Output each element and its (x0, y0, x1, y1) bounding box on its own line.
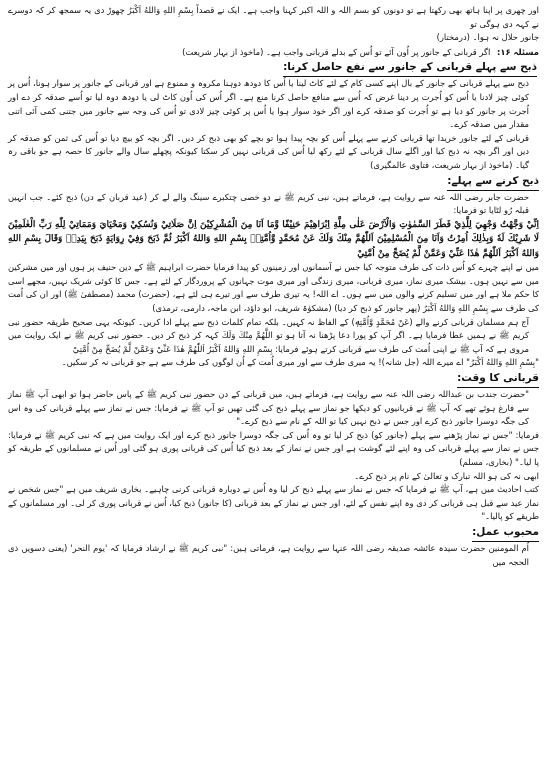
before-slaughter-paragraph-2: میں نے اپنے چہرے کو اُس ذات کی طرف متوجہ کیا جس نے آسمانوں اور زمینوں کو پیدا فرمایا حضرت ابراہیم ﷺ کے دین حنیف پر ہوں اور میں مشرکین میں سے نہیں ہوں۔ بیشک میری نماز، میری قربانی، میری زندگی اور میری موت جہانوں کے پروردگار کے لئے ہے۔ جس کا کوئی شریک نہیں، مجھے اسی کا حکم ملا ہے اور میں تسلیم کرنے والوں میں سے ہوں۔ اے اللہ! یہ تیری طرف سے اور تیرے ہی لئے ہے، (حضرت) محمد (مصطفیٰ ﷺ) اور ان کی اُمت کی طرف سے بِسْمِ اللهِ وَاللهُ اَكْبَرُ (پھر جانور کو ذبح کر دیا) (مشکوٰۃ شریف، ابو داؤد، ابن ماجہ، دارمی، ترمذی) (8, 262, 539, 313)
heading-desirable-text: محبوب عمل: (472, 524, 539, 542)
time-paragraph-4: کتب احادیث میں ہے، آپ ﷺ نے فرمایا کہ جس نے نماز سے پہلے ذبح کر لیا وہ اُس نے دوبارہ قربانی کرنی چاہیے۔ بخاری شریف میں ہے "جس شخص نے نماز عید سے قبل ہی قربانی کر دی وہ اپنے نفس کے لئے، اور جس نے نماز کے بعد قربانی (کا جانور) ذبح کیا، اُس نے قربانی پوری کر لی۔ اور مسلمانوں کے طریقے کو پالیا۔" (8, 484, 539, 522)
before-slaughter-paragraph-4: "بِسْمِ اللهِ وَاللهُ اَكْبَرُ" اے میرے اللہ (جل شانہ)! یہ میری طرف سے اور میری اُمت کے اُن لوگوں کی طرف سے ہے جو قربانی نہ کر سکیں۔ (61, 357, 539, 368)
heading-no-benefit (8, 59, 539, 77)
time-paragraph-3: ابھی نہ کی ہو اللہ تبارک و تعالیٰ کے نام پر ذبح کرے۔ (354, 470, 539, 481)
intro-line-2: جانور حلال نہ ہوا۔ (درمختار) (436, 32, 539, 43)
intro-line-1: اور چھری پر اپنا ہاتھ بھی رکھتا ہے تو دونوں کو بسم اللہ و اللہ اکبر کہنا واجب ہے۔ ایک نے قصداً بِسْمِ اللهِ وَاللهُ اَكْبَرُ چھوڑ دی یہ سمجھ کر کہ دوسرے نے کہہ دی ہوگی تو (8, 5, 539, 29)
before-slaughter-paragraph-3: آج ہم مسلمان قربانی کرنے والے (عَنْ مُحَمَّدٍ وَّاُمَّتِهٖ) کے الفاظ نہ کہیں۔ بلکہ تمام کلمات ذبح سے پہلے ادا کریں۔ کیونکہ یہی صحیح طریقہ حضور نبی کریم ﷺ نے ہمیں عطا فرمایا ہے۔ اگر آپ کو پورا دعا پڑھنا نہ آتا ہو تو اللَّهُمَّ مِنْكَ وَلَكَ کہہ کر ذبح کر دیں۔ حضور نبی کریم ﷺ نے ایک روایت میں مروی ہے کہ آپ ﷺ نے اپنی اُمت کی طرف سے قربانی کرتے ہوئے فرمایا: بِسْمِ اللهِ وَاللهُ اَكْبَرُ اَللّٰهُمَّ هٰذَا عَنِّيْ وَعَمَّنْ لَّمْ يُضَحِّ مِنْ اُمَّتِيْ (8, 316, 529, 354)
heading-before-slaughter-text: ذبح کرنے سے پہلے: (447, 173, 539, 191)
time-paragraph-2: فرمایا: "جس نے نماز پڑھنے سے پہلے (جانور کو) ذبح کر لیا تو وہ اُس کی جگہ دوسرا جانور ذبح کرے اور ایک روایت میں ہے کہ نبی کریم ﷺ نے فرمایا: جس نے نماز سے پہلے قربانی کی وہ اپنے لئے گوشت ہے اور جس نے نماز کے بعد ذبح کیا اُس کی قربانی پوری ہو گئی اور اُس نے مسلمانوں کے طریقہ کو پا لیا۔" (بخاری، مسلم) (8, 429, 539, 467)
heading-no-benefit-text: ذبح سے پہلے قربانی کے جانور سے نفع حاصل کرنا: (283, 59, 537, 77)
no-benefit-paragraph-1: ذبح سے پہلے قربانی کے جانور کے بال اپنے کسی کام کے لئے کاٹ لینا یا اُس کا دودھ دوہنا مکروہ و ممنوع ہے اور قربانی کے جانور پر سوار ہونا، اُس پر کوئی چیز لادنا یا اُس کو اُجرت پر دینا غرض کہ اُس سے منافع حاصل کرنا منع ہے۔ اگر اُس کی اُون کاٹ لی یا دودھ دوہ لیا تو اُسے صدقہ کر دے اور اُجرت پر جانور کو دیا ہے تو اُجرت کو صدقہ کرے اور اگر خود سوار ہوا یا اُس پر کوئی چیز لادی تو اُس کی وجہ سے جانور میں جتنی کمی آئی اتنی مقدار میں صدقہ کرے۔ (8, 78, 529, 130)
no-benefit-paragraph-2: قربانی کے لئے جانور خریدا تھا قربانی کرنے سے پہلے اُس کو بچہ پیدا ہوا تو بچے کو بھی ذبح کر دیں۔ اگر بچہ کو بیچ دیا تو اُس کی ثمن کو صدقہ کر دیں اور اگر بچہ نہ ذبح کیا اور اگلے سال قربانی کے لئے رکھ لیا اُس کی قربانی نہیں کر سکتا کیونکہ پچھلے سال والے جانور کا حصہ ہے جو باقی رہ گیا۔ (ماخوذ از بہار شریعت، فتاوی عالمگیری) (8, 132, 529, 170)
masla-16-text: اگر قربانی کے جانور پر اُون آئے تو اُس کے بدلے قربانی واجب ہے۔ (ماخوذ از بہار شریعت) (182, 46, 491, 57)
slaughter-dua-arabic: اِنِّيْ وَجَّهْتُ وَجْهِيَ لِلَّذِيْ فَطَرَ السَّمٰوٰتِ وَالْاَرْضَ عَلٰى مِلَّةِ اِبْرَاهِيْمَ حَنِيْفًا وَّمَا اَنَا مِنَ الْمُشْرِكِيْنَ اِنَّ صَلَاتِيْ وَنُسُكِيْ وَمَحْيَايَ وَمَمَاتِيْ لِلّٰهِ رَبِّ الْعٰلَمِيْنَ لَا شَرِيْكَ لَهٗ وَبِذٰلِكَ اُمِرْتُ وَاَنَا مِنَ الْمُسْلِمِيْنَ اَللّٰهُمَّ مِنْكَ وَلَكَ عَنْ مُحَمَّدٍ وَّاُمَّتِهٖ بِسْمِ اللهِ وَاللهُ اَكْبَرُ ثُمَّ ذَبَحَ وَفِيْ رِوَايَةٍ ذَبَحَ بِيَدِهٖ وَقَالَ بِسْمِ اللهِ وَاللهُ اَكْبَرُ اَللّٰهُمَّ هٰذَا عَنِّيْ وَعَمَّنْ لَّمْ يُضَحِّ مِنْ اُمَّتِيْ (8, 219, 539, 259)
masla-16 (8, 46, 539, 60)
masla-16-label: مسئلہ ۱۶: (497, 46, 539, 57)
heading-desirable (8, 524, 539, 542)
heading-time-text: قربانی کا وقت: (457, 370, 539, 388)
time-paragraph-1: "حضرت جندب بن عبداللہ رضی اللہ عنہ سے روایت ہے، فرماتے ہیں، میں قربانی کے دن حضور نبی کریم ﷺ کے پاس حاضر ہوا تو ابھی آپ ﷺ نماز سے فارغ ہوئے تھے کہ آپ ﷺ نے قربانیوں کو دیکھا جو نماز سے پہلے ذبح کی گئی تھیں تو آپ ﷺ نے فرمایا: جس نے نماز سے پہلے قربانی کی وہ اس کی جگہ دوسرا جانور ذبح کرے اور جس نے ذبح نہیں کیا تو اللہ کے نام سے ذبح کرے۔" (8, 388, 529, 427)
desirable-paragraph-1: اُم المومنین حضرت سیدہ عائشہ صدیقہ رضی اللہ عنہا سے روایت ہے، فرماتی ہیں: "نبی کریم ﷺ نے ارشاد فرمایا کہ 'یوم النحر' (یعنی دسویں ذی الحجہ میں (8, 542, 529, 567)
heading-time (8, 370, 539, 388)
heading-before-slaughter (8, 173, 539, 191)
before-slaughter-paragraph-1: حضرت جابر رضی اللہ عنہ سے روایت ہے، فرماتے ہیں، نبی کریم ﷺ نے دو خصی چتکبرے سینگ والے لے کر (عید قربان کے دن) ذبح کئے۔ جب انہیں قبلہ رُو لٹایا تو فرمایا: (8, 191, 529, 216)
